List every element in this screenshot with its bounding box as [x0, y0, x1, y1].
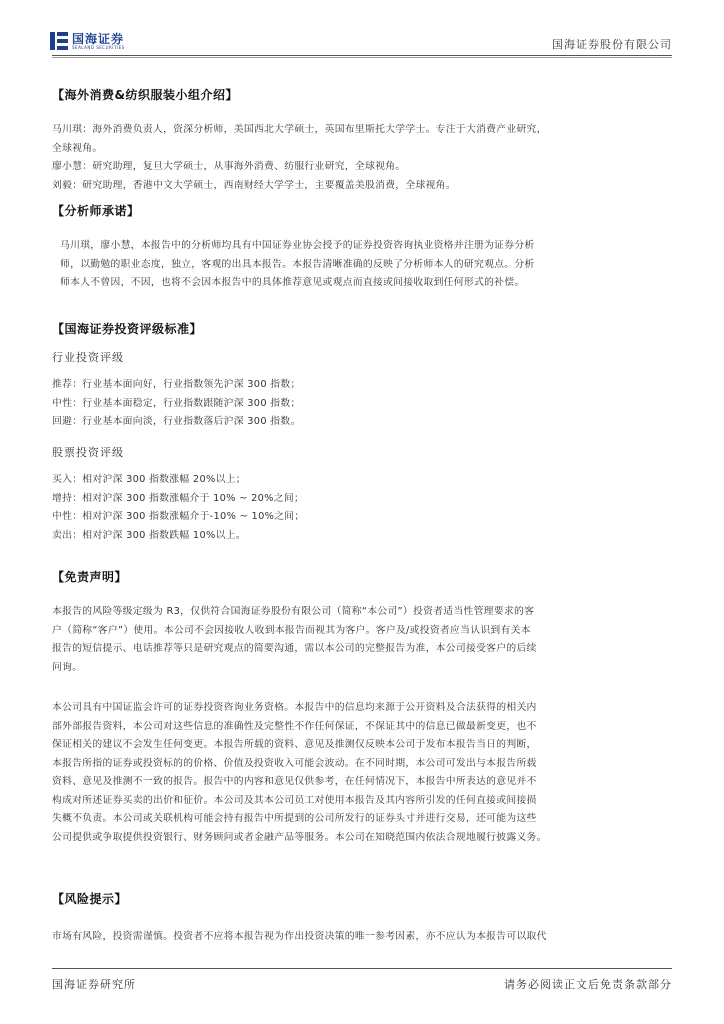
disclaimer-section-title: 【免责声明】 [52, 570, 128, 584]
disclaimer-line: 部外部报告资料，本公司对这些信息的准确性及完整性不作任何保证，不保证其中的信息已做最新变更，也不 [52, 720, 537, 732]
stock-rating-list [52, 471, 305, 545]
disclaimer-line: 报告的短信提示、电话推荐等只是研究观点的简要沟通，需以本公司的完整报告为准，本公司接受客户的后续 [52, 643, 537, 654]
commitment-line: 师，以勤勉的职业态度，独立，客观的出具本报告。本报告清晰准确的反映了分析师本人的研究观点。分析 [60, 258, 535, 270]
disclaimer-line: 资料、意见及推测不一致的报告。报告中的内容和意见仅供参考，在任何情况下，本报告中所表达的意见并不 [52, 776, 537, 787]
company-logo [50, 30, 125, 52]
disclaimer-paragraph-1 [52, 603, 672, 677]
commitment-line: 师本人不曾因，不因，也将不会因本报告中的具体推荐意见或观点而直接或间接收取到任何形式的补偿。 [60, 277, 525, 288]
header-divider-thin [52, 57, 672, 58]
team-line: 马川琪：海外消费负责人，资深分析师，美国西北大学硕士，英国布里斯托大学学士。专注于大消费产业研究， [52, 124, 547, 135]
commitment-line: 马川琪，廖小慧，本报告中的分析师均具有中国证券业协会授予的证券投资咨询执业资格并注册为证券分析 [60, 240, 535, 251]
list-item: 增持：相对沪深 300 指数涨幅介于 10% ~ 20%之间； [52, 492, 305, 504]
commitment-section-title: 【分析师承诺】 [52, 204, 140, 218]
team-line: 廖小慧：研究助理，复旦大学硕士，从事海外消费、纺服行业研究，全球视角。 [52, 161, 406, 172]
disclaimer-line: 本报告所指的证券或投资标的的价格、价值及投资收入可能会波动。在不同时期，本公司可发出与本报告所载 [52, 757, 537, 769]
list-item: 回避：行业基本面向淡，行业指数落后沪深 300 指数。 [52, 416, 301, 427]
commitment-body [52, 237, 672, 293]
team-section-title: 【海外消费&纺织服装小组介绍】 [52, 88, 238, 102]
team-section-body [52, 121, 672, 195]
disclaimer-line: 公司提供或争取提供投资银行、财务顾问或者金融产品等服务。本公司在知晓范围内依法合规地履行披露义务。 [52, 831, 547, 843]
list-item: 卖出：相对沪深 300 指数跌幅 10%以上。 [52, 529, 246, 541]
header-divider [52, 55, 672, 56]
footer-institute: 国海证券研究所 [52, 978, 136, 991]
list-item: 买入：相对沪深 300 指数涨幅 20%以上； [52, 474, 246, 485]
disclaimer-line: 失概不负责。本公司或关联机构可能会持有报告中所提到的公司所发行的证券头寸并进行交易，还可能为这些 [52, 813, 537, 824]
header-company-name: 国海证券股份有限公司 [552, 38, 672, 51]
list-item: 中性：行业基本面稳定，行业指数跟随沪深 300 指数； [52, 397, 301, 409]
disclaimer-paragraph-2 [52, 699, 672, 847]
industry-rating-heading: 行业投资评级 [52, 351, 124, 364]
stock-rating-heading: 股票投资评级 [52, 446, 124, 459]
list-item: 中性：相对沪深 300 指数涨幅介于-10% ~ 10%之间； [52, 511, 305, 522]
disclaimer-line: 问询。 [52, 661, 83, 673]
rating-section-title: 【国海证券投资评级标准】 [52, 322, 203, 336]
disclaimer-line: 构成对所述证券买卖的出价和征价。本公司及其本公司员工对使用本报告及其内容所引发的任何直接或间接损 [52, 794, 537, 806]
disclaimer-line: 本报告的风险等级定级为 R3，仅供符合国海证券股份有限公司（简称“本公司”）投资者适当性管理要求的客 [52, 606, 535, 617]
disclaimer-line: 本公司具有中国证监会许可的证券投资咨询业务资格。本报告中的信息均来源于公开资料及合法获得的相关内 [52, 702, 537, 713]
team-line: 刘毅：研究助理，香港中文大学硕士，西南财经大学学士，主要覆盖美股消费，全球视角。 [52, 179, 456, 191]
footer-divider [52, 968, 672, 969]
disclaimer-line: 户（简称“客户”）使用。本公司不会因接收人收到本报告而视其为客户。客户及/或投资者应当认识到有关本 [52, 624, 531, 636]
disclaimer-line: 保证相关的建议不会发生任何变更。本报告所载的资料、意见及推测仅反映本公司于发布本报告当日的判断， [52, 739, 537, 750]
logo-mark-icon [50, 32, 68, 50]
team-line: 全球视角。 [52, 142, 103, 154]
footer-notice: 请务必阅读正文后免责条款部分 [504, 978, 672, 991]
list-item: 推荐：行业基本面向好，行业指数领先沪深 300 指数； [52, 379, 301, 390]
industry-rating-list [52, 376, 301, 432]
logo-text-en: SEALAND SECURITIES [72, 44, 125, 50]
risk-text: 市场有风险，投资需谨慎。投资者不应将本报告视为作出投资决策的唯一参考因素，亦不应认为本报告可以取代 [52, 931, 547, 942]
risk-section-title: 【风险提示】 [52, 892, 128, 906]
logo-text-cn: 国海证券 [72, 31, 125, 46]
